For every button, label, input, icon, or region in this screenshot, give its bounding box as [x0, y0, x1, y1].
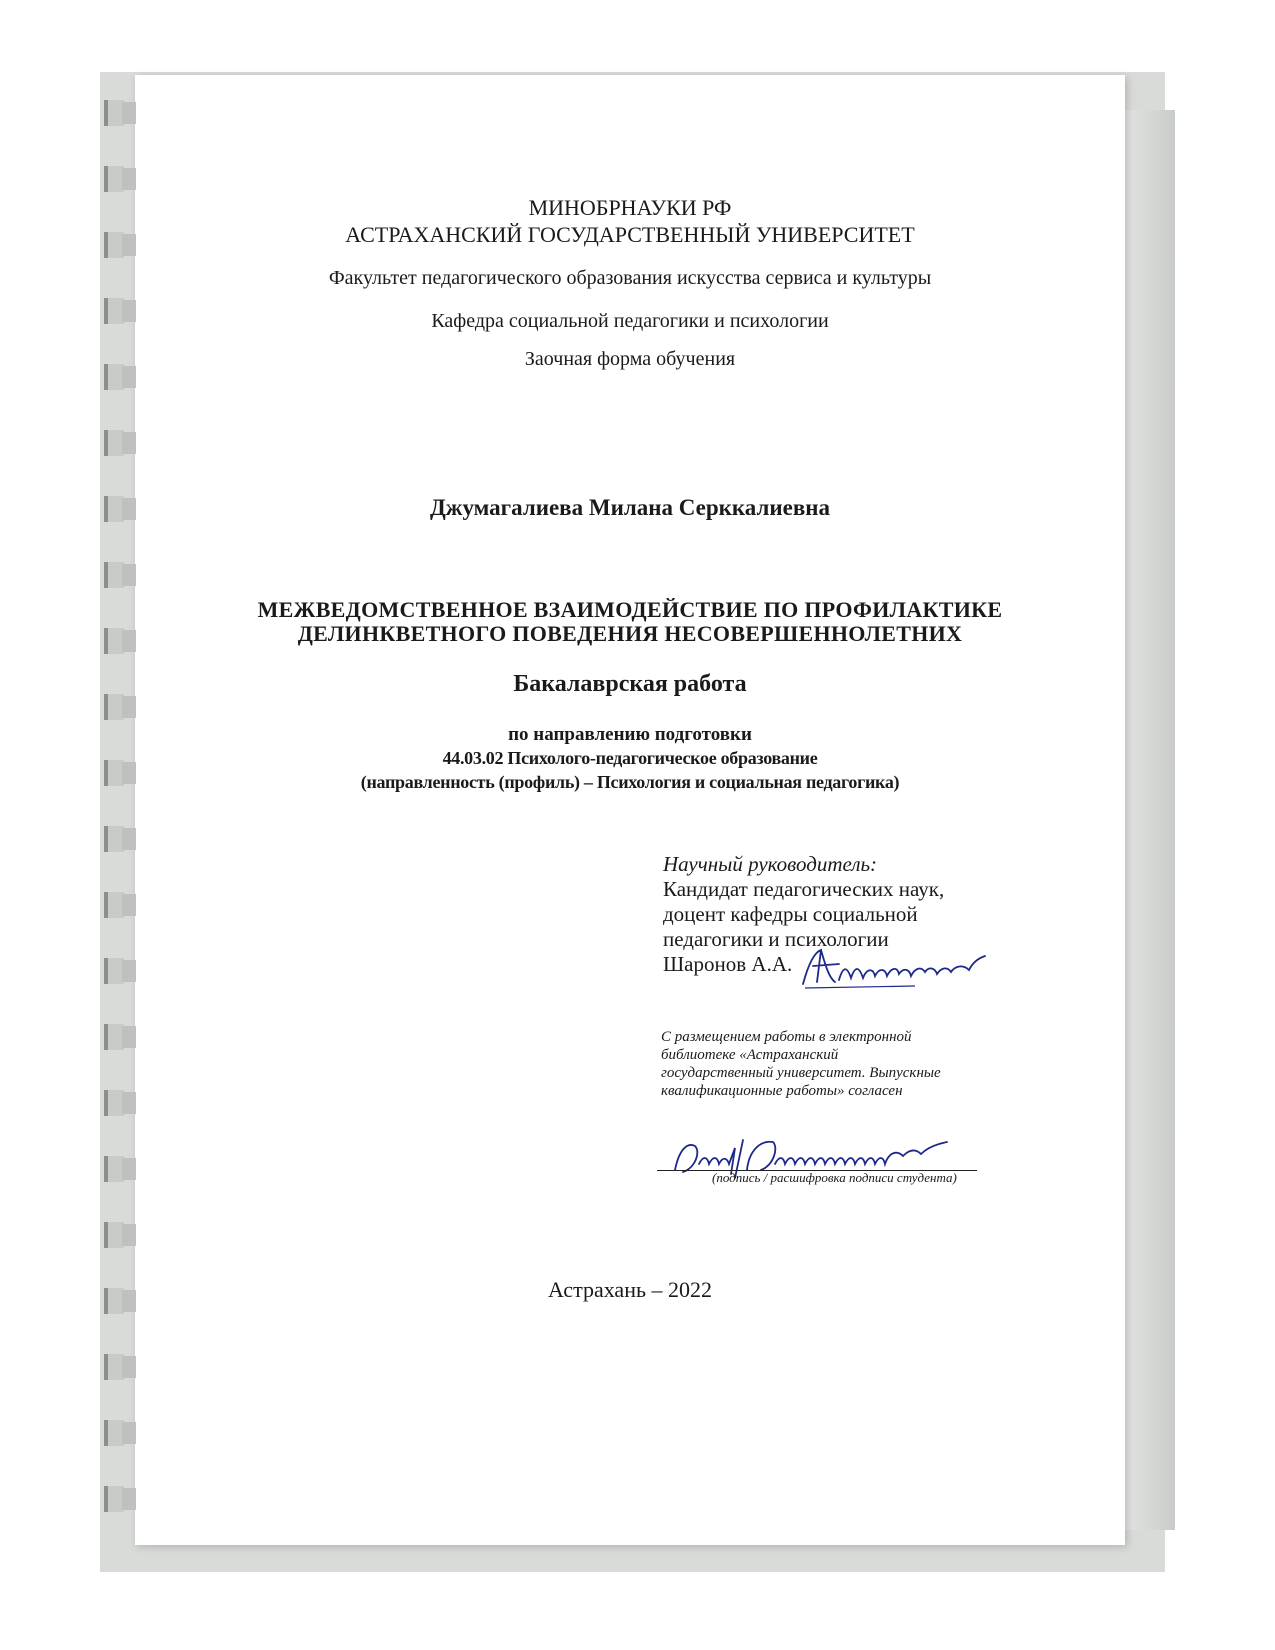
student-name: Джумагалиева Милана Серккалиевна — [429, 495, 831, 520]
binding-hole — [122, 168, 136, 190]
supervisor-signature — [795, 942, 995, 992]
consent-line-1: С размещением работы в электронной — [661, 1029, 912, 1045]
thesis-title-line-1: МЕЖВЕДОМСТВЕННОЕ ВЗАИМОДЕЙСТВИЕ ПО ПРОФИЛАКТИКЕ — [257, 597, 1003, 622]
supervisor-name: Шаронов А.А. — [663, 952, 793, 976]
spiral-binding — [102, 80, 142, 1540]
binding-tooth — [104, 1288, 124, 1314]
binding-hole — [122, 234, 136, 256]
binding-hole — [122, 432, 136, 454]
binding-hole — [122, 828, 136, 850]
binding-tooth — [104, 892, 124, 918]
binding-hole — [122, 1092, 136, 1114]
binding-hole — [122, 102, 136, 124]
binding-hole — [122, 894, 136, 916]
supervisor-position: доцент кафедры социальной — [663, 902, 918, 926]
binding-hole — [122, 762, 136, 784]
binding-tooth — [104, 1222, 124, 1248]
binding-tooth — [104, 1024, 124, 1050]
faculty-line: Факультет педагогического образования искусства сервиса и культуры — [328, 267, 932, 289]
binding-hole — [122, 696, 136, 718]
binding-tooth — [104, 496, 124, 522]
binding-hole — [122, 1290, 136, 1312]
binding-hole — [122, 1356, 136, 1378]
binding-hole — [122, 1158, 136, 1180]
binding-tooth — [104, 760, 124, 786]
binding-hole — [122, 1224, 136, 1246]
binding-tooth — [104, 1156, 124, 1182]
ministry-heading: МИНОБРНАУКИ РФ — [528, 195, 732, 220]
supervisor-degree: Кандидат педагогических наук, — [663, 877, 945, 901]
work-type: Бакалаврская работа — [513, 671, 747, 697]
direction-line-2: 44.03.02 Психолого-педагогическое образование — [442, 748, 818, 768]
binding-hole — [122, 564, 136, 586]
supervisor-role: Научный руководитель: — [663, 852, 878, 876]
binding-tooth — [104, 232, 124, 258]
binding-tooth — [104, 1354, 124, 1380]
binding-tooth — [104, 430, 124, 456]
binding-tooth — [104, 562, 124, 588]
study-form-line: Заочная форма обучения — [524, 348, 736, 370]
title-page-sheet — [135, 75, 1125, 1545]
consent-block — [661, 1028, 991, 1100]
consent-line-4: квалификационные работы» согласен — [661, 1083, 903, 1099]
city-year: Астрахань – 2022 — [547, 1277, 713, 1302]
binding-hole — [122, 1422, 136, 1444]
binding-tooth — [104, 166, 124, 192]
direction-line-1: по направлению подготовки — [508, 724, 752, 745]
binding-hole — [122, 300, 136, 322]
binding-hole — [122, 366, 136, 388]
binding-hole — [122, 1026, 136, 1048]
binding-tooth — [104, 100, 124, 126]
binding-hole — [122, 960, 136, 982]
consent-line-2: библиотеке «Астраханский — [661, 1047, 839, 1063]
binding-hole — [122, 498, 136, 520]
binding-tooth — [104, 628, 124, 654]
binding-tooth — [104, 1090, 124, 1116]
binding-tooth — [104, 826, 124, 852]
direction-line-3: (направленность (профиль) – Психология и социальная педагогика) — [360, 772, 900, 792]
binding-tooth — [104, 298, 124, 324]
binding-tooth — [104, 364, 124, 390]
binding-hole — [122, 1488, 136, 1510]
binding-tooth — [104, 1420, 124, 1446]
binding-tooth — [104, 958, 124, 984]
binding-hole — [122, 630, 136, 652]
supervisor-department: педагогики и психологии — [663, 927, 889, 951]
binding-tooth — [104, 694, 124, 720]
department-line: Кафедра социальной педагогики и психологии — [431, 310, 829, 332]
thesis-title-line-2: ДЕЛИНКВЕТНОГО ПОВЕДЕНИЯ НЕСОВЕРШЕННОЛЕТНИХ — [297, 621, 963, 646]
university-heading: АСТРАХАНСКИЙ ГОСУДАРСТВЕННЫЙ УНИВЕРСИТЕТ — [345, 222, 915, 247]
consent-line-3: государственный университет. Выпускные — [661, 1065, 941, 1081]
binding-tooth — [104, 1486, 124, 1512]
signature-caption: (подпись / расшифровка подписи студента) — [712, 1170, 957, 1185]
